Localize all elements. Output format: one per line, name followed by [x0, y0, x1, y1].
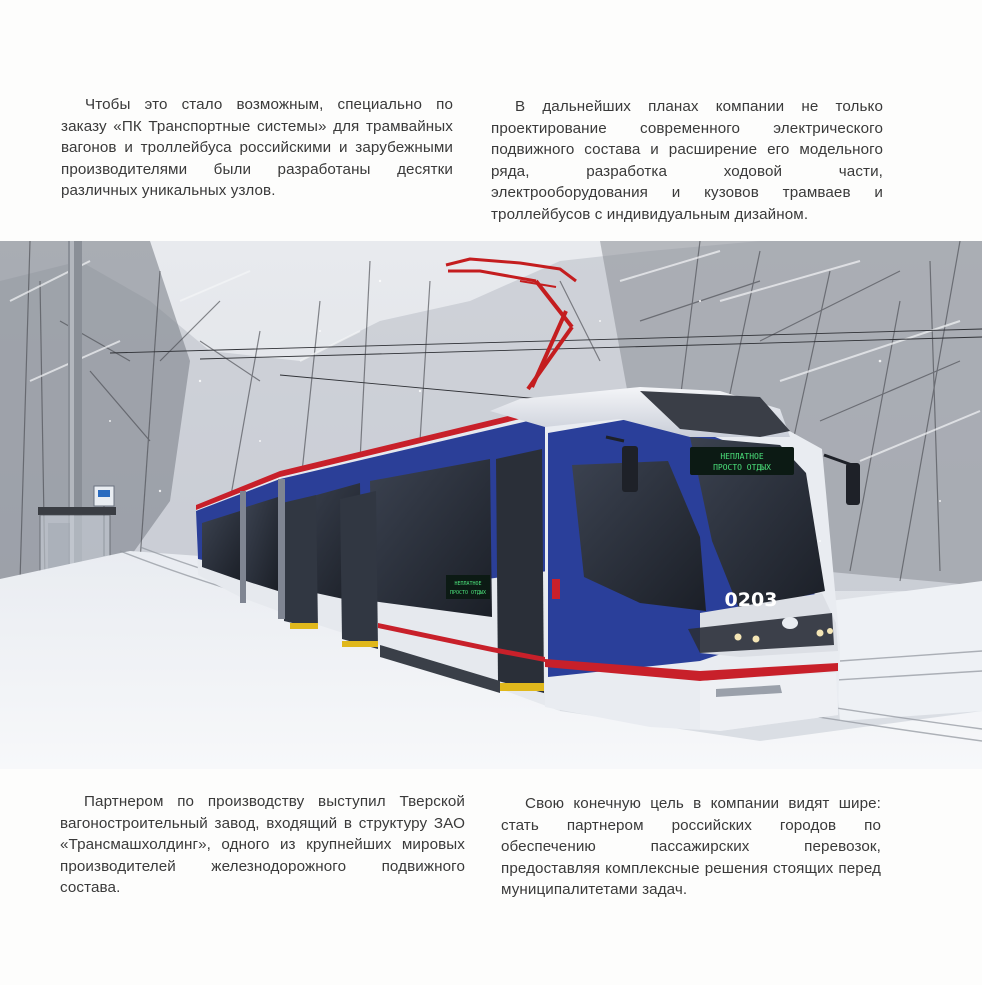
- tram-photo: [0, 241, 982, 769]
- text-column-bottom-left: [60, 791, 465, 899]
- tram-logo: [782, 617, 798, 629]
- paragraph: В дальнейших планах компании не только проектирование современного электрического подвижного состава и расширение его модельного ряда, разработка ходовой части, электрооборудования и кузовов трамваев и троллейбусов с индивидуальным дизайном.: [491, 98, 883, 223]
- destination-sign-line2: ПРОСТО ОТДЫХ: [713, 463, 771, 472]
- headlight-right: [817, 630, 824, 637]
- destination-sign-line1: НЕПЛАТНОЕ: [720, 452, 764, 461]
- paragraph: Чтобы это стало возможным, специально по заказу «ПК Транспортные системы» для трамвайных вагонов и троллейбуса российскими и зарубежными производителями были разработаны десятки различных уникальных узлов.: [61, 96, 453, 200]
- side-sign-line2: ПРОСТО ОТДЫХ: [449, 590, 487, 596]
- paragraph: Свою конечную цель в компании видят шире: стать партнером российских городов по обеспечению пассажирских перевозок, предоставляя комплексные решения стоящих перед муниципалитетами задач.: [501, 795, 881, 899]
- text-column-top-left: [61, 94, 453, 202]
- headlight-left: [735, 634, 742, 641]
- mirror-right: [846, 463, 860, 505]
- mirror-left: [622, 446, 638, 492]
- text-column-bottom-right: [501, 793, 881, 901]
- paragraph: Партнером по производству выступил Тверской вагоностроительный завод, входящий в структуру ЗАО «Трансмашхолдинг», одного из крупнейших мировых производителей железнодорожного подвижного состава.: [60, 793, 465, 897]
- text-column-top-right: [491, 96, 883, 226]
- side-sign-line1: НЕПЛАТНОЕ: [454, 581, 482, 587]
- tram-number: 0203: [724, 589, 778, 611]
